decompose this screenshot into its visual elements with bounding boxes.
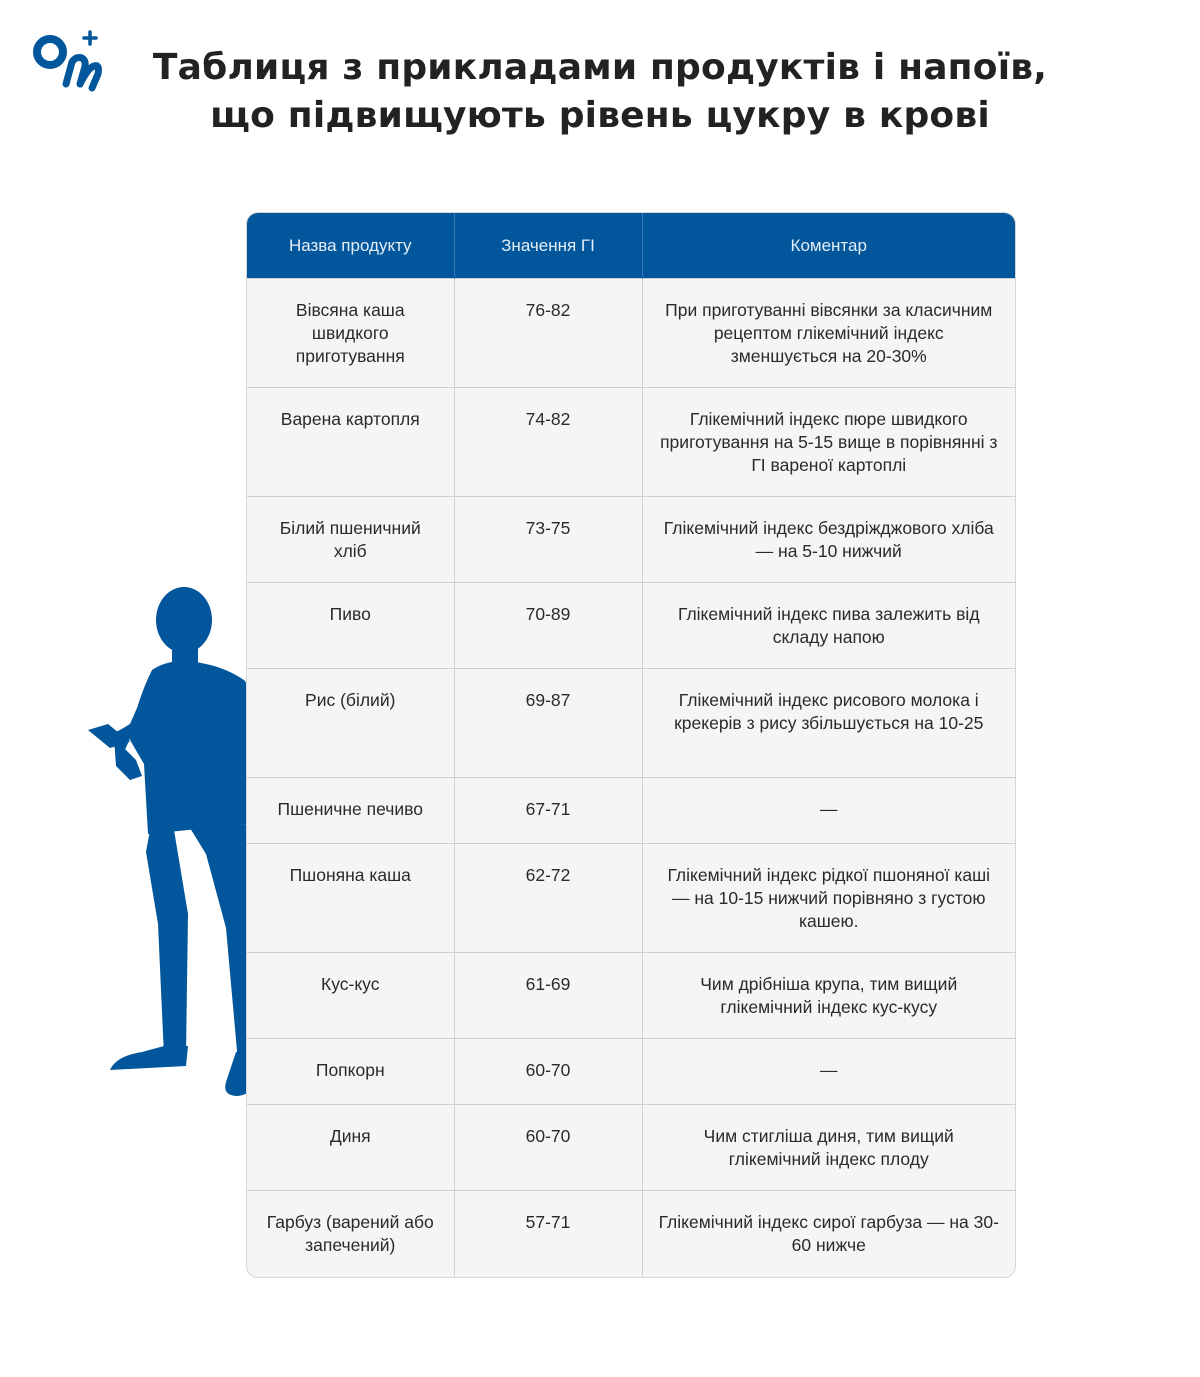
cell-comment: Глікемічний індекс рисового молока і крекерів з рису збільшується на 10-25: [642, 669, 1015, 778]
cell-comment: Чим дрібніша крупа, тим вищий глікемічний індекс кус-кусу: [642, 953, 1015, 1039]
cell-comment: Глікемічний індекс сирої гарбуза — на 30-60 нижче: [642, 1191, 1015, 1277]
table-row: [247, 844, 1015, 953]
table-row: [247, 1191, 1015, 1277]
table-row: [247, 1039, 1015, 1105]
cell-comment: Чим стигліша диня, тим вищий глікемічний індекс плоду: [642, 1105, 1015, 1191]
header-comment: Коментар: [642, 213, 1015, 279]
table-row: [247, 279, 1015, 388]
cell-product-name: Пиво: [247, 583, 454, 669]
cell-comment: Глікемічний індекс бездріжджового хліба — на 5-10 нижчий: [642, 497, 1015, 583]
cell-gi-value: 74-82: [454, 388, 642, 497]
cell-product-name: Попкорн: [247, 1039, 454, 1105]
page-title-line-2: що підвищують рівень цукру в крові: [210, 95, 990, 136]
table-row: [247, 669, 1015, 778]
cell-gi-value: 73-75: [454, 497, 642, 583]
cell-comment: Глікемічний індекс пива залежить від складу напою: [642, 583, 1015, 669]
cell-gi-value: 60-70: [454, 1105, 642, 1191]
cell-comment: Глікемічний індекс пюре швидкого приготування на 5-15 вище в порівнянні з ГІ вареної картоплі: [642, 388, 1015, 497]
cell-product-name: Кус-кус: [247, 953, 454, 1039]
page-title-line-1: Таблиця з прикладами продуктів і напоїв,: [152, 47, 1048, 88]
gi-table: [246, 212, 1016, 1278]
cell-gi-value: 69-87: [454, 669, 642, 778]
cell-gi-value: 70-89: [454, 583, 642, 669]
header-product-name: Назва продукту: [247, 213, 454, 279]
table-row: [247, 953, 1015, 1039]
cell-gi-value: 76-82: [454, 279, 642, 388]
table-row: [247, 388, 1015, 497]
cell-comment: При приготуванні вівсянки за класичним рецептом глікемічний індекс зменшується на 20-30%: [642, 279, 1015, 388]
cell-product-name: Варена картопля: [247, 388, 454, 497]
cell-comment: —: [642, 778, 1015, 844]
cell-product-name: Рис (білий): [247, 669, 454, 778]
table-row: [247, 1105, 1015, 1191]
table-row: [247, 497, 1015, 583]
cell-gi-value: 62-72: [454, 844, 642, 953]
cell-product-name: Пшеничне печиво: [247, 778, 454, 844]
cell-gi-value: 57-71: [454, 1191, 642, 1277]
cell-product-name: Пшоняна каша: [247, 844, 454, 953]
cell-product-name: Диня: [247, 1105, 454, 1191]
table-header-row: [247, 213, 1015, 279]
table-row: [247, 583, 1015, 669]
cell-gi-value: 67-71: [454, 778, 642, 844]
header-gi-value: Значення ГІ: [454, 213, 642, 279]
cell-comment: Глікемічний індекс рідкої пшоняної каші — на 10-15 нижчий порівняно з густою кашею.: [642, 844, 1015, 953]
table-row: [247, 778, 1015, 844]
cell-product-name: Білий пшеничний хліб: [247, 497, 454, 583]
gi-table-grid: [247, 213, 1015, 1277]
page-title: [0, 44, 1200, 140]
cell-product-name: Вівсяна каша швидкого приготування: [247, 279, 454, 388]
cell-gi-value: 60-70: [454, 1039, 642, 1105]
cell-gi-value: 61-69: [454, 953, 642, 1039]
cell-product-name: Гарбуз (варений або запечений): [247, 1191, 454, 1277]
cell-comment: —: [642, 1039, 1015, 1105]
